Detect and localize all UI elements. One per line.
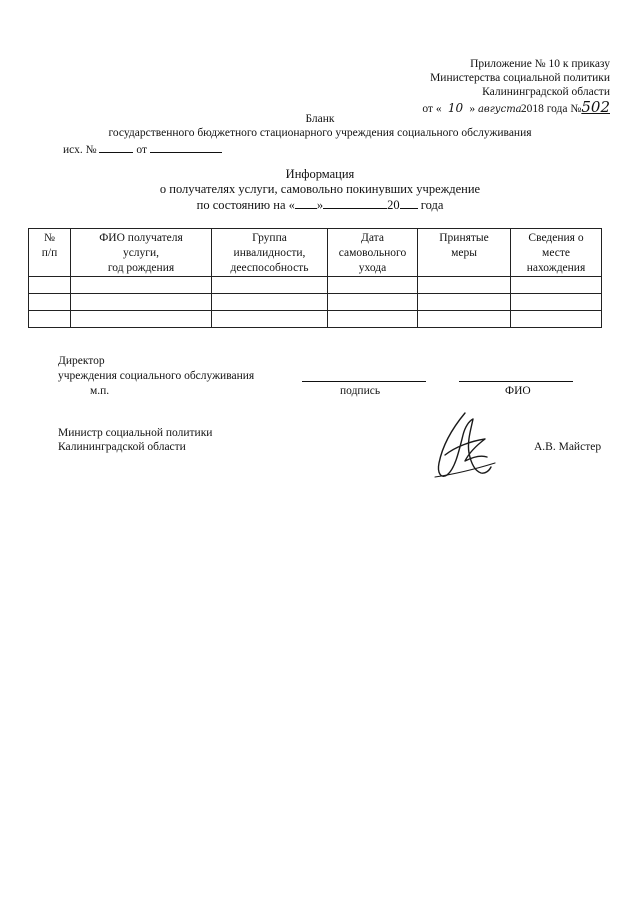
ref-mid: от — [136, 144, 147, 156]
table-cell[interactable] — [511, 311, 602, 328]
institution-line: государственного бюджетного стационарного учреждения социального обслуживания — [108, 127, 532, 139]
col-header-leave-date — [328, 229, 418, 277]
header-line: нахождения — [526, 262, 586, 274]
table-cell[interactable] — [212, 277, 328, 294]
as-of-prefix: по состоянию на « — [196, 198, 295, 212]
table-cell[interactable] — [71, 277, 212, 294]
header-line: меры — [451, 247, 477, 259]
signature-caption: подпись — [340, 385, 381, 397]
header-line: дееспособность — [230, 262, 309, 274]
header-line: Принятые — [439, 232, 489, 244]
date-day-handwritten: 10 — [447, 101, 464, 115]
table-cell[interactable] — [511, 277, 602, 294]
header-line: Дата — [361, 232, 384, 244]
header-line: Сведения о — [528, 232, 584, 244]
table-cell[interactable] — [212, 294, 328, 311]
table-cell[interactable] — [29, 294, 71, 311]
info-subtitle: о получателях услуги, самовольно покинувших учреждение — [159, 182, 481, 196]
table-cell[interactable] — [418, 277, 511, 294]
as-of-day-blank — [295, 197, 317, 209]
info-title: Информация — [285, 167, 355, 181]
date-year: 2018 года № — [520, 103, 582, 115]
outgoing-ref-line — [63, 141, 222, 156]
table-cell[interactable] — [418, 294, 511, 311]
table-cell[interactable] — [29, 277, 71, 294]
minister-title: Министр социальной политики — [58, 427, 213, 439]
date-sep: » — [469, 103, 476, 115]
minister-name: А.В. Майстер — [534, 441, 602, 453]
col-header-measures — [418, 229, 511, 277]
ministry-line: Министерства социальной политики — [430, 72, 610, 84]
region-line: Калининградской области — [482, 86, 610, 98]
table-cell[interactable] — [71, 311, 212, 328]
as-of-month-blank — [323, 197, 387, 209]
name-caption: ФИО — [505, 385, 531, 397]
header-line: самовольного — [338, 247, 407, 259]
date-month-handwritten: августа — [477, 104, 522, 115]
as-of-year-blank — [400, 197, 418, 209]
table-row — [29, 277, 602, 294]
table-cell[interactable] — [71, 294, 212, 311]
header-line: № — [44, 232, 55, 244]
col-header-number — [29, 229, 71, 277]
header-line: год рождения — [107, 262, 175, 274]
stamp-label: м.п. — [90, 385, 110, 397]
minister-signature-image — [425, 405, 505, 485]
order-number-handwritten: 502 — [581, 98, 610, 116]
col-header-name — [71, 229, 212, 277]
table-row — [29, 294, 602, 311]
table-cell[interactable] — [418, 311, 511, 328]
table-cell[interactable] — [328, 277, 418, 294]
as-of-suffix: года — [420, 198, 444, 212]
header-line: ухода — [358, 262, 387, 274]
table-cell[interactable] — [328, 311, 418, 328]
table-cell[interactable] — [29, 311, 71, 328]
appendix-line: Приложение № 10 к приказу — [470, 58, 610, 70]
table-cell[interactable] — [328, 294, 418, 311]
table-row — [29, 311, 602, 328]
col-header-disability — [212, 229, 328, 277]
table-cell[interactable] — [511, 294, 602, 311]
header-line: п/п — [41, 247, 58, 259]
director-signature-line — [302, 381, 426, 382]
info-as-of-line — [0, 197, 640, 213]
minister-region: Калининградской области — [58, 441, 186, 453]
ref-prefix: исх. № — [63, 144, 97, 156]
table-header-row — [29, 229, 602, 277]
date-prefix: от « — [422, 103, 442, 115]
table-cell[interactable] — [212, 311, 328, 328]
recipients-table — [28, 228, 602, 328]
as-of-mid: » — [316, 198, 324, 212]
ref-date-blank — [150, 141, 222, 153]
director-title: Директор — [58, 355, 105, 367]
ref-number-blank — [99, 141, 133, 153]
director-name-line — [459, 381, 573, 382]
header-line: Группа — [252, 232, 287, 244]
blank-label: Бланк — [305, 113, 335, 125]
header-line: ФИО получателя — [99, 232, 183, 244]
header-line: инвалидности, — [233, 247, 306, 259]
header-line: месте — [542, 247, 570, 259]
director-institution: учреждения социального обслуживания — [58, 370, 255, 382]
as-of-year: 20 — [387, 198, 400, 212]
col-header-location — [511, 229, 602, 277]
header-line: услуги, — [122, 247, 160, 259]
